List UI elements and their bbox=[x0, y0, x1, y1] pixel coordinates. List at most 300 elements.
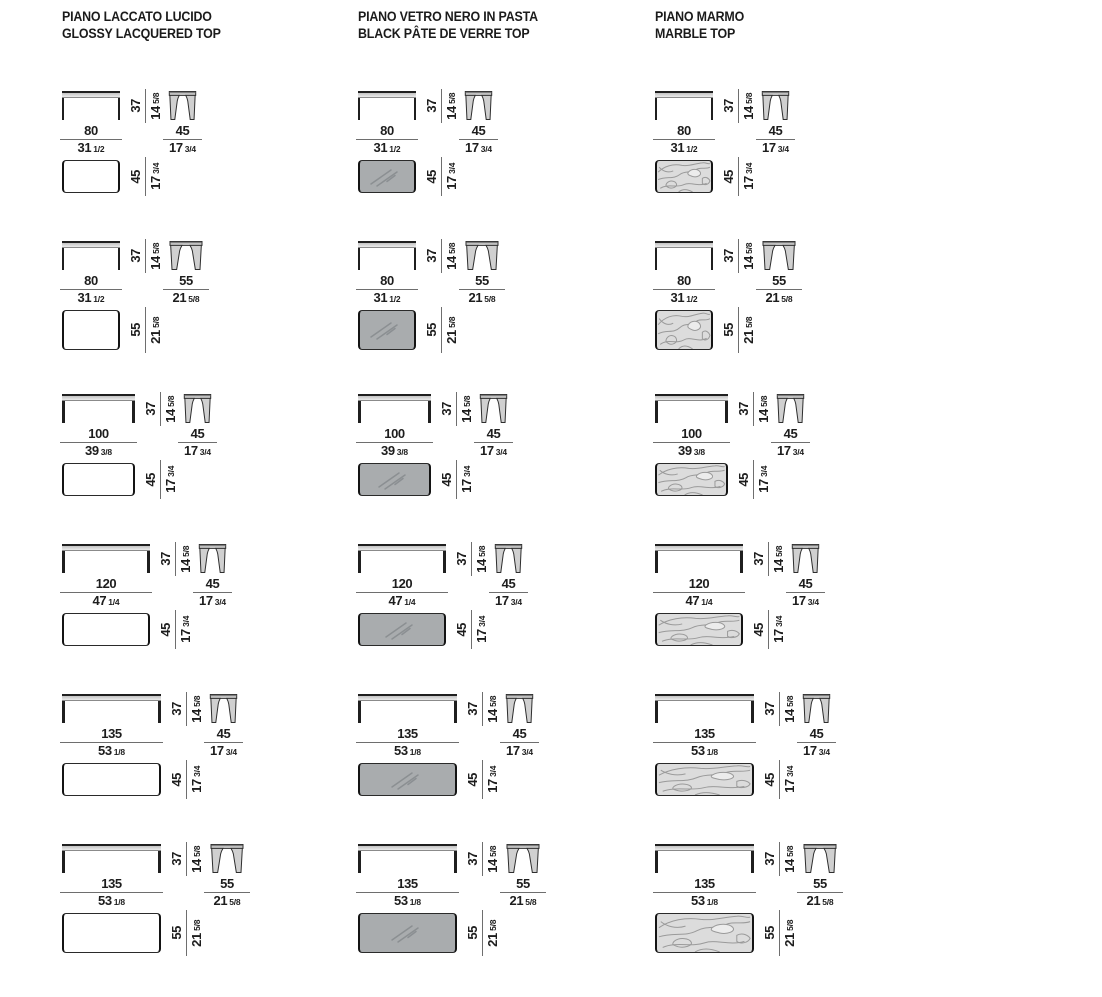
table-top-slab bbox=[655, 241, 713, 248]
dimension-inch-fraction: 3/4 bbox=[151, 163, 161, 175]
dimension-line bbox=[456, 392, 457, 426]
depth-dimension bbox=[474, 427, 513, 458]
dimension-inch-integer: 47 bbox=[92, 593, 107, 608]
dimension-inch-integer: 14 bbox=[485, 708, 500, 723]
leg-side-profile-drawing bbox=[789, 543, 822, 574]
leg-side-profile-drawing bbox=[800, 843, 840, 874]
dimension-line bbox=[145, 239, 146, 273]
dimension-inch-integer: 53 bbox=[98, 893, 112, 908]
depth-dimension bbox=[500, 727, 539, 758]
front-elevation-drawing bbox=[655, 241, 713, 270]
width-dimension bbox=[60, 577, 152, 608]
dimension-inch-integer: 21 bbox=[741, 329, 756, 344]
front-elevation-drawing bbox=[358, 241, 416, 270]
dimension-inch-value bbox=[783, 920, 797, 947]
spec-cell-glossy-lacquered-135x55 bbox=[62, 844, 282, 964]
dimension-inch-value bbox=[199, 595, 226, 608]
dimension-inch-value bbox=[475, 616, 489, 643]
dimension-inch-value bbox=[149, 163, 163, 190]
dimension-line bbox=[186, 692, 187, 726]
dimension-cm-value: 100 bbox=[681, 426, 702, 441]
leg-side-view bbox=[477, 393, 510, 424]
dimension-inch-integer: 17 bbox=[148, 176, 163, 190]
table-top-slab bbox=[62, 394, 135, 401]
leg-side-profile-drawing bbox=[477, 393, 510, 424]
dimension-line bbox=[160, 460, 161, 499]
leg-side-profile-drawing bbox=[196, 543, 229, 574]
dimension-inch-integer: 17 bbox=[169, 140, 183, 155]
column-title-english: MARBLE TOP bbox=[655, 26, 736, 41]
depth-dimension bbox=[756, 274, 802, 305]
dimension-inch-integer: 17 bbox=[199, 593, 213, 608]
dimension-inch-value bbox=[394, 895, 421, 908]
dimension-inch-integer: 14 bbox=[782, 858, 797, 873]
leg-side-profile-drawing bbox=[166, 240, 206, 271]
width-dimension bbox=[356, 427, 433, 458]
dimension-inch-integer: 21 bbox=[468, 290, 483, 305]
dimension-inch-fraction: 1/4 bbox=[701, 597, 713, 607]
dimension-inch-fraction: 5/8 bbox=[151, 316, 161, 328]
dimension-cm-value: 37 bbox=[128, 99, 143, 113]
dimension-inch-value bbox=[772, 546, 786, 573]
plan-depth-dimension bbox=[144, 460, 178, 499]
plan-depth-dimension bbox=[129, 157, 163, 196]
dimension-inch-value bbox=[469, 292, 496, 305]
dimension-inch-value bbox=[164, 396, 178, 423]
width-dimension bbox=[653, 727, 756, 758]
table-top-slab bbox=[655, 544, 743, 551]
depth-dimension bbox=[204, 877, 250, 908]
dimension-inch-fraction: 5/8 bbox=[744, 242, 754, 254]
dimension-inch-value bbox=[742, 317, 756, 344]
dimension-cm-value: 55 bbox=[179, 273, 193, 288]
front-elevation-drawing bbox=[358, 694, 457, 723]
dimension-inch-integer: 21 bbox=[765, 290, 780, 305]
height-dimension bbox=[722, 239, 756, 273]
table-top-slab bbox=[62, 844, 161, 851]
dimension-cm-value: 55 bbox=[762, 926, 777, 940]
front-elevation-drawing bbox=[655, 694, 754, 723]
height-dimension bbox=[170, 842, 204, 876]
dimension-cm-value: 45 bbox=[486, 426, 501, 441]
table-leg-left bbox=[358, 701, 361, 723]
table-leg-left bbox=[62, 851, 65, 873]
plan-depth-dimension bbox=[466, 910, 500, 956]
dimension-cm-value: 80 bbox=[380, 123, 394, 138]
dimension-cm-value: 37 bbox=[169, 702, 184, 716]
spec-cell-black-glass-120x45 bbox=[358, 544, 578, 664]
spec-cell-marble-120x45 bbox=[655, 544, 875, 664]
height-dimension bbox=[737, 392, 771, 426]
dimension-inch-integer: 21 bbox=[148, 329, 163, 344]
top-view-marble-top bbox=[655, 310, 713, 350]
dimension-inch-integer: 17 bbox=[495, 593, 509, 608]
top-view-black-pate-de-verre-top bbox=[358, 310, 416, 350]
dimension-cm-value: 45 bbox=[465, 772, 480, 787]
front-elevation-drawing bbox=[62, 91, 120, 120]
dimension-cm-value: 45 bbox=[190, 426, 205, 441]
table-top-slab bbox=[358, 694, 457, 701]
table-top-slab bbox=[655, 91, 713, 98]
top-view-marble-top bbox=[655, 763, 754, 796]
dimension-inch-value bbox=[78, 292, 105, 305]
dimension-inch-value bbox=[762, 142, 789, 155]
dimension-inch-fraction: 5/8 bbox=[166, 395, 176, 407]
dimension-inch-fraction: 5/8 bbox=[462, 395, 472, 407]
dimension-inch-fraction: 5/8 bbox=[525, 897, 537, 907]
leg-side-view bbox=[800, 693, 833, 724]
dimension-cm-value: 120 bbox=[688, 576, 710, 591]
dimension-inch-fraction: 5/8 bbox=[785, 845, 795, 857]
dimension-inch-value bbox=[98, 745, 125, 758]
height-dimension bbox=[763, 842, 797, 876]
dimension-inch-fraction: 5/8 bbox=[447, 242, 457, 254]
dimension-cm-value: 37 bbox=[439, 402, 454, 416]
dimension-inch-integer: 21 bbox=[444, 329, 459, 344]
dimension-line bbox=[738, 239, 739, 273]
plan-depth-dimension bbox=[722, 157, 756, 196]
dimension-inch-integer: 21 bbox=[509, 893, 524, 908]
dimension-cm-value: 45 bbox=[512, 726, 527, 741]
plan-depth-dimension bbox=[737, 460, 771, 499]
dimension-inch-integer: 14 bbox=[148, 255, 163, 270]
dimension-inch-integer: 21 bbox=[172, 290, 187, 305]
front-elevation-drawing bbox=[62, 241, 120, 270]
dimension-cm-value: 120 bbox=[95, 576, 117, 591]
leg-side-profile-drawing bbox=[166, 90, 199, 121]
table-top-slab bbox=[358, 241, 416, 248]
front-elevation-drawing bbox=[358, 91, 416, 120]
dimension-cm-value: 55 bbox=[516, 876, 530, 891]
spec-cell-glossy-lacquered-80x45 bbox=[62, 91, 282, 211]
column-header-black-glass bbox=[358, 8, 538, 42]
dimension-inch-fraction: 3/4 bbox=[192, 766, 202, 778]
dimension-inch-value bbox=[78, 142, 105, 155]
table-leg-right bbox=[443, 551, 446, 573]
dimension-inch-value bbox=[460, 396, 474, 423]
plan-depth-dimension bbox=[763, 760, 797, 799]
dimension-inch-value bbox=[807, 895, 834, 908]
dimension-inch-integer: 39 bbox=[381, 443, 395, 458]
dimension-inch-value bbox=[686, 595, 713, 608]
top-view-marble-top bbox=[655, 913, 754, 953]
dimension-line bbox=[145, 307, 146, 353]
dimension-cm-value: 45 bbox=[424, 169, 439, 184]
dimension-cm-value: 100 bbox=[384, 426, 405, 441]
marble-veining bbox=[657, 311, 711, 349]
dimension-inch-integer: 14 bbox=[474, 558, 489, 573]
dimension-cm-value: 135 bbox=[397, 876, 418, 891]
dimension-inch-fraction: 5/8 bbox=[447, 92, 457, 104]
table-top-slab bbox=[358, 394, 431, 401]
dimension-inch-fraction: 1/8 bbox=[113, 897, 125, 907]
dimension-cm-value: 37 bbox=[158, 552, 173, 566]
width-dimension bbox=[60, 427, 137, 458]
front-elevation-drawing bbox=[62, 844, 161, 873]
table-leg-right bbox=[158, 851, 161, 873]
front-elevation-drawing bbox=[655, 844, 754, 873]
dimension-inch-fraction: 3/4 bbox=[477, 616, 487, 628]
dimension-inch-value bbox=[486, 696, 500, 723]
table-top-slab bbox=[655, 394, 728, 401]
dimension-inch-fraction: 3/4 bbox=[521, 747, 533, 757]
table-leg-right bbox=[147, 551, 150, 573]
dimension-inch-integer: 17 bbox=[485, 779, 500, 793]
spec-cell-black-glass-100x45 bbox=[358, 394, 578, 514]
dimension-inch-value bbox=[742, 163, 756, 190]
width-dimension bbox=[60, 877, 163, 908]
dimension-cm-value: 120 bbox=[391, 576, 413, 591]
top-view-glossy-lacquered-top bbox=[62, 310, 120, 350]
top-view-black-pate-de-verre-top bbox=[358, 913, 457, 953]
dimension-inch-fraction: 5/8 bbox=[822, 897, 834, 907]
dimension-inch-integer: 17 bbox=[771, 629, 786, 643]
dimension-inch-integer: 17 bbox=[792, 593, 806, 608]
dimension-cm-value: 45 bbox=[798, 576, 813, 591]
table-leg-right bbox=[725, 401, 728, 423]
dimension-cm-value: 45 bbox=[721, 169, 736, 184]
dimension-inch-integer: 14 bbox=[148, 105, 163, 120]
dimension-inch-value bbox=[678, 445, 705, 458]
dimension-inch-value bbox=[691, 745, 718, 758]
dimension-line bbox=[482, 692, 483, 726]
dimension-inch-fraction: 1/2 bbox=[93, 294, 105, 304]
dimension-inch-fraction: 5/8 bbox=[192, 695, 202, 707]
leg-side-view bbox=[181, 393, 214, 424]
dimension-inch-integer: 17 bbox=[189, 779, 204, 793]
dimension-line bbox=[779, 760, 780, 799]
dimension-inch-integer: 17 bbox=[782, 779, 797, 793]
dimension-inch-integer: 21 bbox=[213, 893, 228, 908]
leg-side-view bbox=[462, 90, 495, 121]
dimension-inch-value bbox=[757, 396, 771, 423]
leg-side-profile-drawing bbox=[503, 843, 543, 874]
dimension-cm-value: 45 bbox=[762, 772, 777, 787]
table-top-slab bbox=[62, 544, 150, 551]
dimension-inch-integer: 14 bbox=[485, 858, 500, 873]
dimension-cm-value: 45 bbox=[809, 726, 824, 741]
marble-veining bbox=[657, 914, 752, 952]
dimension-inch-value bbox=[480, 445, 507, 458]
dimension-inch-fraction: 1/8 bbox=[409, 747, 421, 757]
dimension-inch-integer: 31 bbox=[77, 140, 92, 155]
dimension-inch-fraction: 3/4 bbox=[818, 747, 830, 757]
depth-dimension bbox=[178, 427, 217, 458]
dimension-inch-integer: 14 bbox=[741, 105, 756, 120]
table-leg-left bbox=[358, 851, 361, 873]
dimension-inch-value bbox=[742, 93, 756, 120]
glass-reflection-marks bbox=[379, 617, 425, 643]
glass-reflection-marks bbox=[385, 920, 431, 946]
dimension-inch-value bbox=[671, 292, 698, 305]
table-leg-right bbox=[711, 248, 713, 270]
dimension-inch-fraction: 3/4 bbox=[225, 747, 237, 757]
dimension-inch-integer: 17 bbox=[762, 140, 776, 155]
height-dimension bbox=[425, 239, 459, 273]
dimension-inch-value bbox=[486, 766, 500, 793]
height-dimension bbox=[466, 692, 500, 726]
dimension-inch-integer: 21 bbox=[782, 932, 797, 947]
table-leg-left bbox=[655, 851, 658, 873]
dimension-cm-value: 55 bbox=[424, 323, 439, 337]
dimension-cm-value: 45 bbox=[751, 622, 766, 637]
table-leg-left bbox=[655, 551, 658, 573]
dimension-inch-fraction: 1/8 bbox=[706, 897, 718, 907]
dimension-cm-value: 37 bbox=[762, 702, 777, 716]
top-view-glossy-lacquered-top bbox=[62, 763, 161, 796]
dimension-line bbox=[779, 910, 780, 956]
dimension-inch-integer: 21 bbox=[189, 932, 204, 947]
dimension-inch-integer: 14 bbox=[178, 558, 193, 573]
width-dimension bbox=[356, 124, 418, 155]
dimension-inch-fraction: 1/2 bbox=[686, 294, 698, 304]
plan-depth-dimension bbox=[129, 307, 163, 353]
dimension-line bbox=[779, 842, 780, 876]
dimension-inch-value bbox=[210, 745, 237, 758]
leg-side-profile-drawing bbox=[181, 393, 214, 424]
table-top-slab bbox=[655, 844, 754, 851]
dimension-line bbox=[186, 760, 187, 799]
dimension-inch-integer: 17 bbox=[506, 743, 520, 758]
dimension-inch-fraction: 5/8 bbox=[488, 919, 498, 931]
dimension-inch-fraction: 3/8 bbox=[396, 447, 408, 457]
leg-side-profile-drawing bbox=[774, 393, 807, 424]
plan-depth-dimension bbox=[425, 307, 459, 353]
table-leg-left bbox=[655, 401, 658, 423]
top-view-glossy-lacquered-top bbox=[62, 463, 135, 496]
leg-side-view bbox=[492, 543, 525, 574]
dimension-inch-fraction: 1/2 bbox=[93, 144, 105, 154]
dimension-line bbox=[753, 392, 754, 426]
table-top-slab bbox=[358, 91, 416, 98]
column-title-english: GLOSSY LACQUERED TOP bbox=[62, 26, 221, 41]
dimension-inch-value bbox=[445, 93, 459, 120]
width-dimension bbox=[653, 427, 730, 458]
column-title-italian: PIANO LACCATO LUCIDO bbox=[62, 9, 212, 24]
leg-side-profile-drawing bbox=[462, 240, 502, 271]
dimension-inch-fraction: 5/8 bbox=[785, 919, 795, 931]
table-leg-right bbox=[414, 248, 416, 270]
dimension-cm-value: 37 bbox=[751, 552, 766, 566]
dimension-line bbox=[145, 157, 146, 196]
width-dimension bbox=[653, 577, 745, 608]
width-dimension bbox=[356, 877, 459, 908]
height-dimension bbox=[425, 89, 459, 123]
dimension-cm-value: 55 bbox=[772, 273, 786, 288]
dimension-inch-fraction: 3/4 bbox=[774, 616, 784, 628]
dimension-line bbox=[768, 542, 769, 576]
dimension-cm-value: 45 bbox=[158, 622, 173, 637]
top-view-glossy-lacquered-top bbox=[62, 913, 161, 953]
leg-side-profile-drawing bbox=[207, 693, 240, 724]
dimension-inch-fraction: 5/8 bbox=[151, 92, 161, 104]
spec-cell-glossy-lacquered-100x45 bbox=[62, 394, 282, 514]
width-dimension bbox=[60, 727, 163, 758]
dimension-inch-fraction: 1/4 bbox=[404, 597, 416, 607]
spec-cell-glossy-lacquered-120x45 bbox=[62, 544, 282, 664]
dimension-inch-value bbox=[460, 466, 474, 493]
table-leg-right bbox=[751, 701, 754, 723]
plan-depth-dimension bbox=[170, 760, 204, 799]
table-top-slab bbox=[358, 844, 457, 851]
dimension-inch-value bbox=[164, 466, 178, 493]
spec-cell-black-glass-80x45 bbox=[358, 91, 578, 211]
dimension-inch-value bbox=[85, 445, 112, 458]
plan-depth-dimension bbox=[752, 610, 786, 649]
dimension-cm-value: 55 bbox=[169, 926, 184, 940]
dimension-inch-fraction: 3/4 bbox=[777, 144, 789, 154]
dimension-inch-value bbox=[803, 745, 830, 758]
dimension-cm-value: 45 bbox=[454, 622, 469, 637]
dimension-inch-fraction: 3/4 bbox=[462, 466, 472, 478]
dimension-inch-integer: 47 bbox=[388, 593, 403, 608]
spec-cell-marble-80x55 bbox=[655, 241, 875, 361]
dimension-cm-value: 55 bbox=[475, 273, 489, 288]
dimension-cm-value: 135 bbox=[397, 726, 418, 741]
dimension-inch-integer: 14 bbox=[163, 408, 178, 423]
marble-veining bbox=[657, 161, 711, 192]
table-leg-right bbox=[454, 701, 457, 723]
depth-dimension bbox=[163, 124, 202, 155]
top-view-black-pate-de-verre-top bbox=[358, 763, 457, 796]
height-dimension bbox=[722, 89, 756, 123]
dimension-cm-value: 80 bbox=[84, 123, 98, 138]
leg-side-view bbox=[774, 393, 807, 424]
plan-depth-dimension bbox=[763, 910, 797, 956]
dimension-inch-value bbox=[486, 846, 500, 873]
dimension-inch-value bbox=[486, 920, 500, 947]
dimension-line bbox=[482, 842, 483, 876]
table-leg-left bbox=[655, 701, 658, 723]
front-elevation-drawing bbox=[358, 544, 446, 573]
dimension-inch-fraction: 5/8 bbox=[188, 294, 200, 304]
dimension-inch-fraction: 3/4 bbox=[199, 447, 211, 457]
width-dimension bbox=[356, 577, 448, 608]
dimension-inch-value bbox=[445, 243, 459, 270]
table-leg-left bbox=[655, 248, 657, 270]
depth-dimension bbox=[193, 577, 232, 608]
width-dimension bbox=[356, 727, 459, 758]
table-leg-left bbox=[62, 701, 65, 723]
dimension-inch-value bbox=[777, 445, 804, 458]
table-leg-right bbox=[454, 851, 457, 873]
dimension-inch-integer: 17 bbox=[803, 743, 817, 758]
dimension-inch-fraction: 3/4 bbox=[488, 766, 498, 778]
dimension-cm-value: 55 bbox=[220, 876, 234, 891]
height-dimension bbox=[466, 842, 500, 876]
dimension-inch-value bbox=[783, 766, 797, 793]
dimension-line bbox=[175, 610, 176, 649]
dimension-inch-value bbox=[374, 292, 401, 305]
column-title-italian: PIANO VETRO NERO IN PASTA bbox=[358, 9, 538, 24]
dimension-inch-value bbox=[475, 546, 489, 573]
dimension-inch-integer: 17 bbox=[480, 443, 494, 458]
leg-side-view bbox=[166, 240, 206, 271]
table-top-slab bbox=[62, 694, 161, 701]
dimension-cm-value: 37 bbox=[143, 402, 158, 416]
height-dimension bbox=[752, 542, 786, 576]
dimension-inch-value bbox=[671, 142, 698, 155]
dimension-inch-integer: 53 bbox=[691, 893, 705, 908]
leg-side-profile-drawing bbox=[503, 693, 536, 724]
top-view-black-pate-de-verre-top bbox=[358, 613, 446, 646]
dimension-line bbox=[441, 89, 442, 123]
dimension-cm-value: 80 bbox=[677, 273, 691, 288]
dimension-cm-value: 45 bbox=[768, 123, 783, 138]
dimension-inch-fraction: 1/8 bbox=[113, 747, 125, 757]
dimension-inch-fraction: 5/8 bbox=[229, 897, 241, 907]
dimension-cm-value: 45 bbox=[439, 472, 454, 487]
